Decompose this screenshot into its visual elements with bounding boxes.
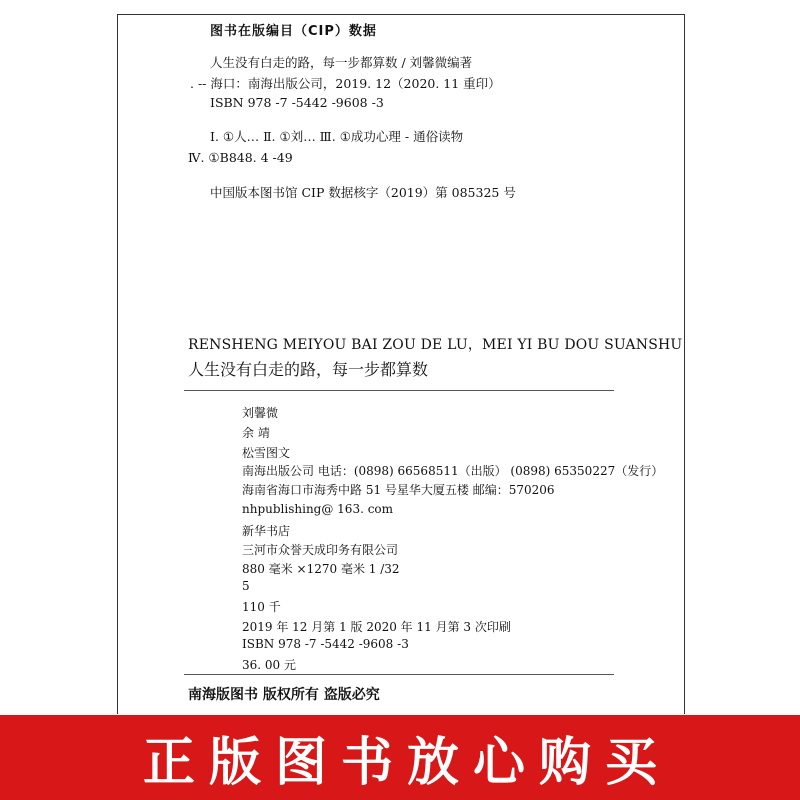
colophon-price: 36. 00 元 [242,658,296,672]
book-title-pinyin: RENSHENG MEIYOU BAI ZOU DE LU，MEI YI BU DOU SUANSHU [188,337,683,353]
promo-banner-text: 正版图书放心购买 [142,733,671,793]
cip-number: 中国版本图书馆 CIP 数据核字（2019）第 085325 号 [210,185,516,200]
colophon-distributor: 新华书店 [242,524,291,538]
divider-bottom [184,674,614,675]
cip-isbn-line: ISBN 978 -7 -5442 -9608 -3 [210,95,384,110]
rights-notice: 南海版图书 版权所有 盗版必究 [188,687,380,703]
book-title-cn: 人生没有白走的路，每一步都算数 [188,360,429,379]
colophon-sheets: 5 [242,579,250,593]
colophon-format: 880 毫米 ×1270 毫米 1 /32 [242,562,400,576]
colophon-editor: 余 靖 [242,426,270,440]
colophon-word-count: 110 千 [242,600,281,614]
colophon-printer: 三河市众誉天成印务有限公司 [242,543,399,557]
cip-classification-1: Ⅰ. ①人… Ⅱ. ①刘… Ⅲ. ①成功心理 - 通俗读物 [210,129,464,144]
colophon-design: 松雪图文 [242,446,291,460]
colophon-address: 海南省海口市海秀中路 51 号星华大厦五楼 邮编：570206 [242,483,555,497]
cip-publisher-line: . -- 海口：南海出版公司，2019. 12（2020. 11 重印） [190,76,501,91]
colophon-email: nhpublishing@ 163. com [242,502,394,516]
divider-top [184,390,614,391]
colophon-publisher: 南海出版公司 电话：(0898) 66568511（出版） (0898) 65350227（发行） [242,464,664,478]
promo-banner [0,715,800,800]
cip-title-line: 人生没有白走的路，每一步都算数 / 刘馨微编著 [210,55,473,70]
colophon-isbn: ISBN 978 -7 -5442 -9608 -3 [242,637,409,651]
colophon-edition: 2019 年 12 月第 1 版 2020 年 11 月第 3 次印刷 [242,620,511,634]
colophon-author: 刘馨微 [242,406,279,420]
cip-heading: 图书在版编目（CIP）数据 [210,24,377,39]
cip-classification-2: Ⅳ. ①B848. 4 -49 [188,150,293,165]
